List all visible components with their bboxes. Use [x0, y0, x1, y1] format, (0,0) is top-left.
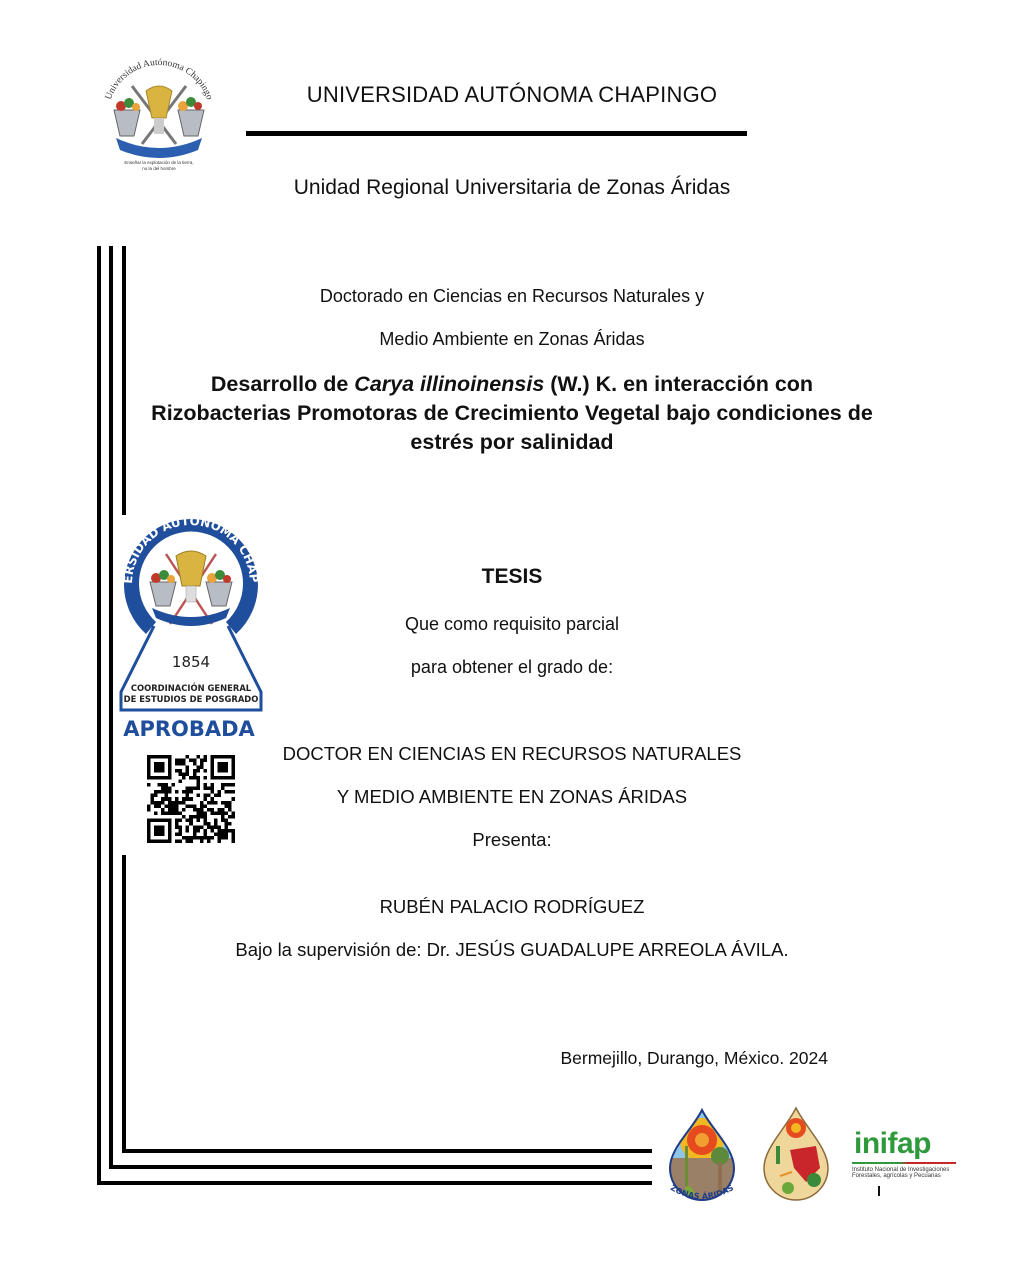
seal-year: 1854 [171, 653, 211, 671]
place-and-year: Bermejillo, Durango, México. 2024 [560, 1048, 828, 1068]
border-line-middle-horizontal [109, 1165, 652, 1169]
inifap-tick [878, 1186, 880, 1196]
border-line-inner-horizontal [122, 1149, 652, 1153]
chapingo-motto-line2: no la del hombre [142, 166, 176, 171]
thesis-title-suffix: (W.) K. en interacción con Rizobacterias Promotoras de Crecimiento Vegetal bajo condiciones de estrés por salinidad [151, 372, 873, 454]
regional-drop-logo [758, 1106, 834, 1202]
supervisor: Bajo la supervisión de: Dr. JESÚS GUADALUPE ARREOLA ÁVILA. [235, 939, 789, 960]
seal-status-approved: APROBADA [123, 717, 255, 741]
seal-office-line1: COORDINACIÓN GENERAL [130, 683, 252, 693]
university-name: UNIVERSIDAD AUTÓNOMA CHAPINGO [306, 82, 718, 107]
chapingo-motto-line1: Enseñar la explotación de la tierra, [124, 160, 194, 165]
seal-office-line2: DE ESTUDIOS DE POSGRADO [123, 694, 259, 704]
inifap-caption-line1: Instituto Nacional de Investigaciones [852, 1167, 950, 1173]
degree-line2: Y MEDIO AMBIENTE EN ZONAS ÁRIDAS [336, 786, 688, 807]
degree-line1: DOCTOR EN CIENCIAS EN RECURSOS NATURALES [282, 743, 742, 764]
regional-unit: Unidad Regional Universitaria de Zonas Áridas [293, 176, 731, 199]
inifap-rule [852, 1162, 956, 1164]
thesis-title-prefix: Desarrollo de [210, 372, 355, 396]
thesis-title [150, 370, 874, 457]
chapingo-emblem-icon [94, 56, 224, 174]
inifap-wordmark [850, 1128, 960, 1160]
inifap-logo [850, 1128, 960, 1200]
requirement-line1: Que como requisito parcial [404, 614, 620, 634]
inifap-caption-line2: Forestales, agrícolas y Pecuarias [852, 1173, 941, 1179]
program-line1: Doctorado en Ciencias en Recursos Naturales y [319, 286, 705, 306]
inifap-name: inifap [854, 1127, 931, 1160]
chapingo-logo [94, 56, 224, 174]
program-line2: Medio Ambiente en Zonas Áridas [379, 329, 645, 349]
zonas-aridas-logo [662, 1106, 742, 1206]
presents-label: Presenta: [472, 829, 552, 850]
seal-arc-text: ERSIDAD AUTÓNOMA CHAP [120, 514, 262, 585]
author-name: RUBÉN PALACIO RODRÍGUEZ [379, 896, 645, 917]
chapingo-arc-text: Universidad Autónoma Chapingo [103, 57, 215, 102]
border-line-outer-vertical [97, 246, 101, 1185]
thesis-title-species: Carya illinoinensis [354, 372, 545, 396]
border-line-outer-horizontal [97, 1181, 652, 1185]
desert-map-drop-icon [758, 1106, 834, 1202]
zonas-aridas-text: ZONAS ÁRIDAS [668, 1183, 736, 1202]
border-line-middle-vertical [109, 246, 113, 1169]
requirement-line2: para obtener el grado de: [410, 657, 614, 677]
zonas-aridas-drop-icon [662, 1106, 742, 1206]
document-type: TESIS [481, 565, 543, 588]
header-rule [246, 131, 747, 136]
